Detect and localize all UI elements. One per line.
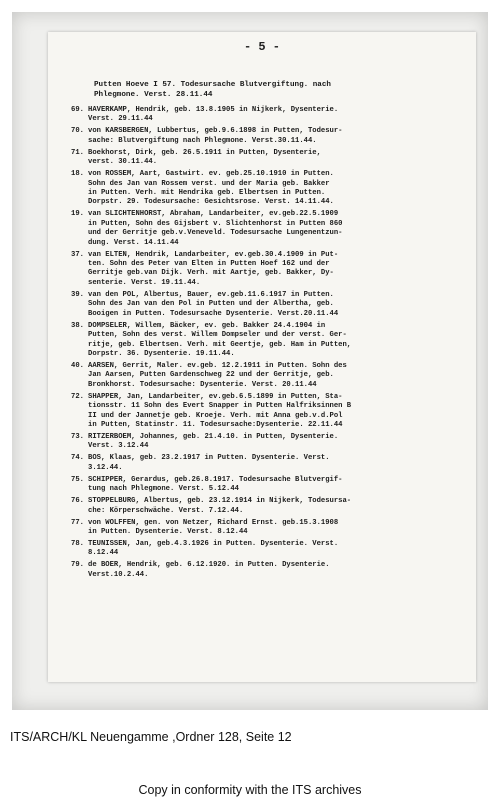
entry-number: 72. [71, 392, 84, 401]
entry-text: RITZERBOEM, Johannes, geb. 21.4.10. in Putten, Dysenterie. Verst. 3.12.44 [88, 432, 339, 451]
entry-number: 40. [71, 361, 84, 370]
entry-text: van SLICHTENHORST, Abraham, Landarbeiter, ev.geb.22.5.1909 in Putten, Sohn des Gijsbert v. Slichtenhorst in Putten 860 und der Gerritje geb.v.Veneveld. Todesursache Lungenentzun- dung. Verst. 14.11.44 [88, 210, 343, 247]
entry-number: 71. [71, 148, 84, 157]
entry-number: 79. [71, 561, 84, 570]
entry-number: 74. [71, 454, 84, 463]
entry-number: 39. [71, 290, 84, 299]
entry-number: 18. [71, 170, 84, 179]
entry-text: von WOLFFEN, gen. von Netzer, Richard Ernst. geb.15.3.1908 in Putten. Dysenterie. Verst. 8.12.44 [88, 518, 339, 536]
list-item [58, 291, 470, 319]
archive-caption: ITS/ARCH/KL Neuengamme ,Ordner 128, Seite 12 [10, 730, 292, 744]
list-item [58, 127, 470, 146]
entry-number: 76. [71, 497, 84, 506]
list-item [58, 362, 470, 390]
entry-number: 37. [71, 250, 84, 259]
list-item [58, 561, 470, 580]
list-item [58, 433, 470, 452]
entry-text: DOMPSELER, Willem, Bäcker, ev. geb. Bakker 24.4.1904 in Putten, Sohn des verst. Willem Dompseler und der verst. Ger- ritje, geb. Elbertsen. Verh. mit Geertje, geb. Ham in Putten, Dorpstr. 36. Dysenterie. 19.11.44. [88, 321, 352, 358]
entry-list [58, 106, 470, 583]
list-item [58, 519, 470, 538]
list-item [58, 497, 470, 516]
entry-text: van ELTEN, Hendrik, Landarbeiter, ev.geb.30.4.1909 in Put- ten. Sohn des Peter van Elten in Putten Hoef 162 und der Gerritje geb.van Dijk. Verh. mit Aartje, geb. Bakker, Dy- senterie. Verst. 19.11.44. [88, 250, 339, 287]
list-item [58, 322, 470, 360]
entry-number: 77. [71, 518, 84, 527]
entry-text: von ROSSEM, Aart, Gastwirt. ev. geb.25.10.1910 in Putten. Sohn des Jan van Rossem verst. und der Maria geb. Bakker in Putten. Verh. mit Hendrika geb. Elbertsen in Putten. Dorpstr. 29. Todesursache: Gesichtsrose. Verst. 14.11.44. [88, 170, 334, 207]
entry-number: 75. [71, 475, 84, 484]
list-item [58, 454, 470, 473]
entry-number: 38. [71, 321, 84, 330]
document-heading: Putten Hoeve I 57. Todesursache Blutvergiftung. nach Phlegmone. Verst. 28.11.44 [94, 81, 331, 99]
entry-text: BOS, Klaas, geb. 23.2.1917 in Putten. Dysenterie. Verst. 3.12.44. [88, 454, 330, 472]
entry-text: van den POL, Albertus, Bauer, ev.geb.11.6.1917 in Putten. Sohn des Jan van den Pol in Putten und der Albertha, geb. Booigen in Putten. Todesursache Dysenterie. Verst.20.11.44 [88, 290, 339, 318]
list-item [58, 106, 470, 125]
list-item [58, 210, 470, 248]
entry-text: SCHIPPER, Gerardus, geb.26.8.1917. Todesursache Blutvergif- tung nach Phlegmone. Verst. 5.12.44 [88, 475, 343, 494]
copy-notice: Copy in conformity with the ITS archives [138, 783, 362, 797]
list-item [58, 251, 470, 289]
entry-text: SHAPPER, Jan, Landarbeiter, ev.geb.6.5.1899 in Putten, Sta- tionsstr. 11 Sohn des Evert Snapper in Putten Halfriksinnen B II und der Jannetje geb. Kroeje. Verh. mit Anna geb.v.d.Pol in Putten, Statinstr. 11. Todesursache:Dysenterie. 22.11.44 [88, 392, 352, 429]
entry-text: von KARSBERGEN, Lubbertus, geb.9.6.1898 in Putten, Todesur- sache: Blutvergiftung nach Phlegmone. Verst.30.11.44. [88, 127, 343, 145]
entry-number: 70. [71, 127, 84, 136]
entry-text: de BOER, Hendrik, geb. 6.12.1920. in Putten. Dysenterie. Verst.10.2.44. [88, 561, 330, 579]
entry-number: 73. [71, 432, 84, 441]
document-page [48, 32, 476, 682]
list-item [58, 149, 470, 168]
entry-number: 78. [71, 539, 84, 548]
list-item [58, 476, 470, 495]
entry-number: 69. [71, 106, 84, 114]
entry-text: STOPPELBURG, Albertus, geb. 23.12.1914 in Nijkerk, Todesursa- che: Körperschwäche. Verst. 7.12.44. [88, 497, 352, 515]
page-number: - 5 - [243, 40, 280, 54]
entry-number: 19. [71, 210, 84, 219]
list-item [58, 540, 470, 559]
entry-text: Boekhorst, Dirk, geb. 26.5.1911 in Putten, Dysenterie, verst. 30.11.44. [88, 148, 321, 167]
entry-text: HAVERKAMP, Hendrik, geb. 13.8.1905 in Nijkerk, Dysenterie. Verst. 29.11.44 [88, 106, 339, 124]
list-item [58, 170, 470, 208]
entry-text: TEUNISSEN, Jan, geb.4.3.1926 in Putten. Dysenterie. Verst. 8.12.44 [88, 539, 339, 558]
scanned-document [12, 12, 488, 710]
list-item [58, 393, 470, 431]
entry-text: AARSEN, Gerrit, Maler. ev.geb. 12.2.1911 in Putten. Sohn des Jan Aarsen, Putten Gardenschweg 22 und der Gerritje, geb. Bronkhorst. Todesursache: Dysenterie. Verst. 20.11.44 [88, 361, 347, 389]
